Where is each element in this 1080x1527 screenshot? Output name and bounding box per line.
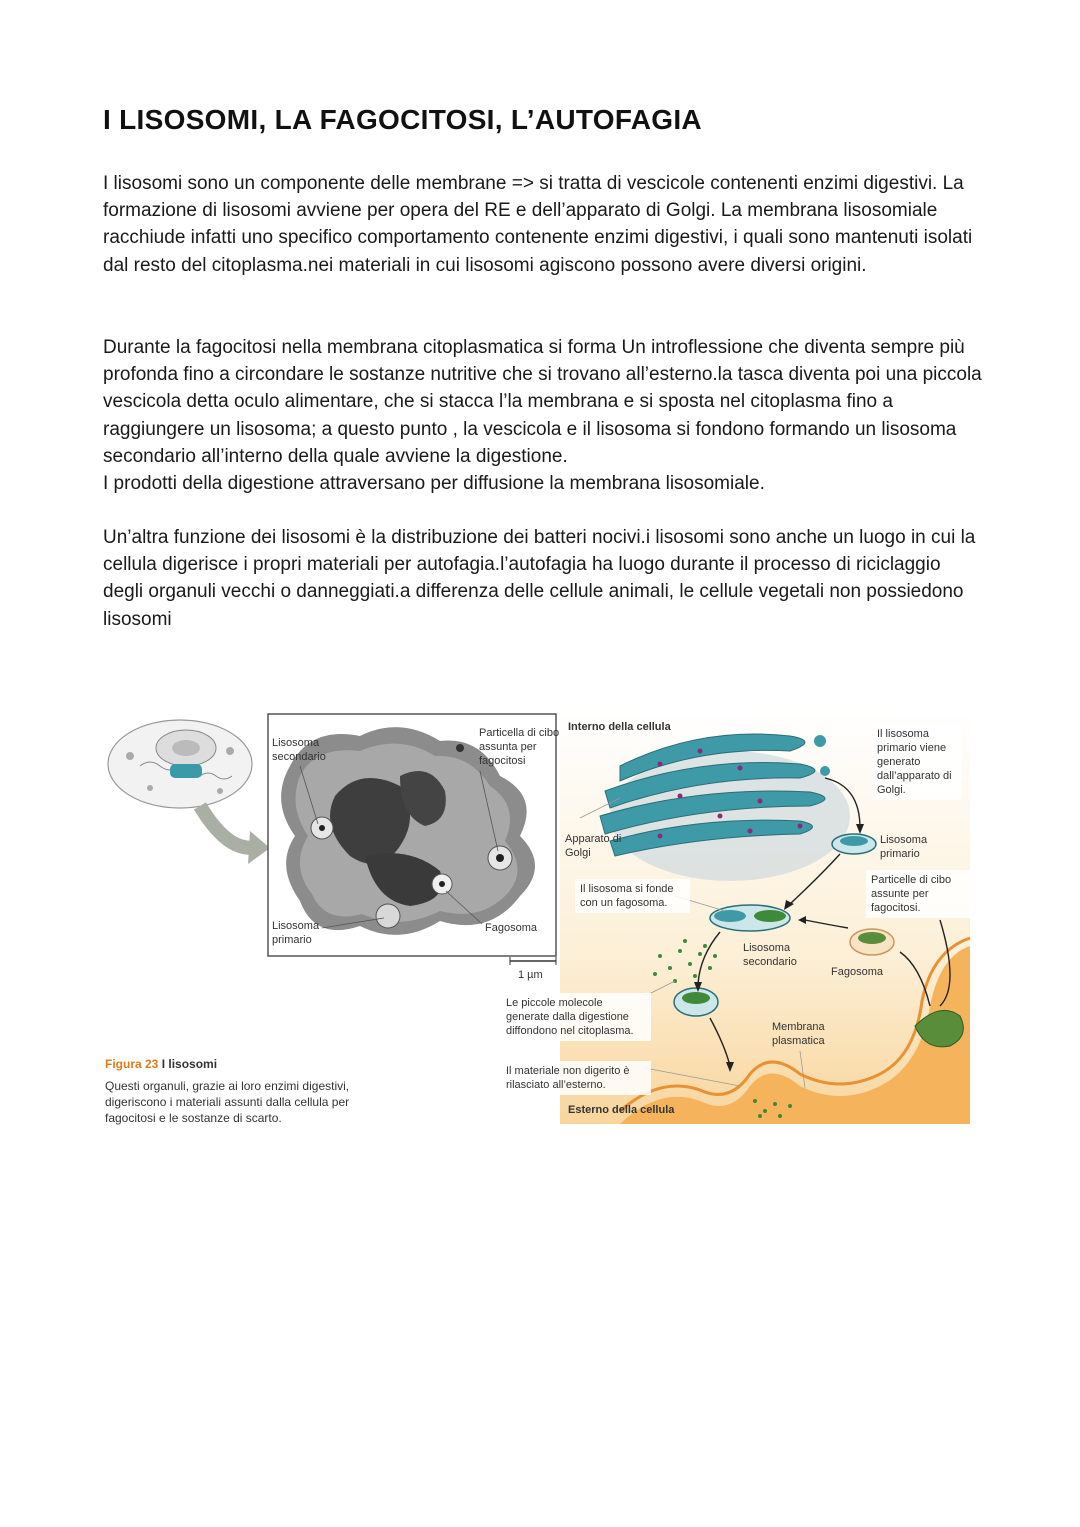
label-si-fonde: Il lisosoma si fonde con un fagosoma. [575, 879, 690, 913]
label-non-digerito: Il materiale non digerito è rilasciato all’esterno. [501, 1061, 651, 1095]
paragraph-lysosomes: I lisosomi sono un componente delle membrane => si tratta di vescicole contenenti enzimi digestivi. La formazione di lisosomi avviene per opera del RE e dell’apparato di Golgi. La membrana lisosomiale racchiude infatti uno specifico comportamento contenente enzimi digestivi, i quali sono mantenuti isolati dal resto del citoplasma.nei materiali in cui lisosomi agiscono possono avere diversi origini. [103, 173, 973, 276]
label-interno-cellula: Interno della cellula [568, 721, 671, 733]
page-title: I LISOSOMI, LA FAGOCITOSI, L’AUTOFAGIA [103, 104, 702, 135]
label-apparato-golgi: Apparato di Golgi [565, 833, 622, 859]
label-lisosoma-primario-micro: Lisosoma primario [272, 920, 320, 946]
label-lisosoma-secondario: Lisosoma secondario [743, 942, 797, 968]
label-lisosoma-primario: Lisosoma primario [880, 834, 928, 860]
caption-title: I lisosomi [161, 1057, 218, 1071]
caption-text: Questi organuli, grazie ai loro enzimi digestivi, digeriscono i materiali assunti dalla cellula per fagocitosi e le sostanze di scarto. [105, 1079, 350, 1125]
figure-caption [105, 1056, 385, 1126]
label-particelle-cibo: Particelle di cibo assunte per fagocitosi. [866, 870, 971, 918]
label-fagosoma: Fagosoma [831, 966, 883, 978]
label-fagosoma-micro: Fagosoma [485, 922, 537, 934]
label-lisosoma-secondario-micro: Lisosoma secondario [272, 737, 326, 763]
cell-sketch-icon [108, 720, 270, 864]
label-scale: 1 µm [518, 969, 543, 981]
label-particella-cibo: Particella di cibo assunta per fagocitosi [479, 727, 560, 767]
caption-label: Figura 23 [105, 1057, 159, 1071]
label-membrana-plasmatica: Membrana plasmatica [772, 1021, 825, 1047]
label-primario-generato: Il lisosoma primario viene generato dall’apparato di Golgi. [872, 724, 962, 800]
label-piccole-molecole: Le piccole molecole generate dalla digestione diffondono nel citoplasma. [501, 993, 651, 1041]
paragraph-phagocytosis: Durante la fagocitosi nella membrana citoplasmatica si forma Un introflessione che diventa sempre più profonda fino a circondare le sostanze nutritive che si trovano all’esterno.la tasca diventa poi una piccola vescicola detta oculo alimentare, che si stacca l’la membrana e si sposta nel citoplasma fino a raggiungere un lisosoma; a questo punto , la vescicola e il lisosoma si fondono formando un lisosoma secondario all’interno della quale avviene la digestione. I prodotti della digestione attraversano per diffusione la membrana lisosomiale. [103, 337, 982, 495]
label-esterno-cellula: Esterno della cellula [568, 1104, 675, 1116]
paragraph-autophagy: Un’altra funzione dei lisosomi è la distribuzione dei batteri nocivi.i lisosomi sono anche un luogo in cui la cellula digerisce i propri materiali per autofagia.l’autofagia ha luogo durante il processo di riciclaggio degli organuli vecchi o danneggiati.a differenza delle cellule animali, le cellule vegetali non possiedono lisosomi [103, 527, 976, 630]
